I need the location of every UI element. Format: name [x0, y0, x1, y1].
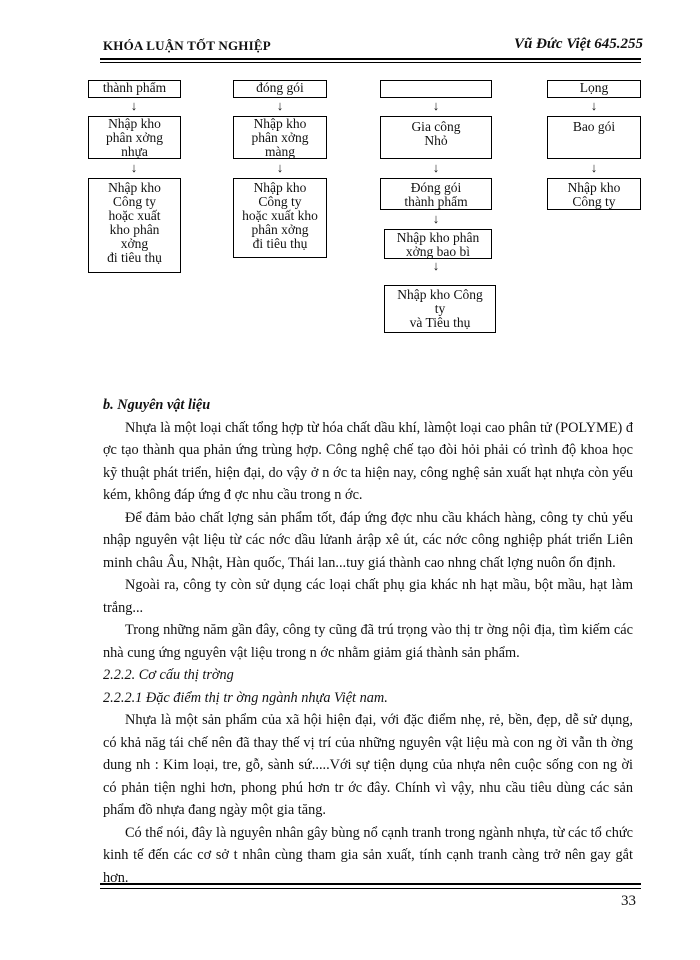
section-heading-materials: b. Nguyên vật liệu: [103, 397, 211, 413]
paragraph: Ngoài ra, công ty còn sử dụng các loại chất phụ gia khác nh hạt mầu, bột mầu, hạt làm trắng...: [103, 577, 633, 616]
flow-box-col1-1: Nhập kho phân xởng nhựa: [88, 116, 181, 159]
flow-box-col3-4: Nhập kho Công ty và Tiêu thụ: [384, 285, 496, 333]
flow-box-col4-2: Nhập kho Công ty: [547, 178, 641, 210]
header-title: KHÓA LUẬN TỐT NGHIỆP: [103, 38, 271, 53]
paragraph: Nhựa là một loại chất tổng hợp từ hóa chất dầu khí, làmột loại cao phân tử (POLYME) đ ợc tạo thành qua phản ứng trùng hợp. Công nghệ chế tạo đòi hỏi phải có trình độ khoa học kỹ thuật phát triển, hiện đại, do vậy ở n ớc ta hiện nay, công nghệ sản xuất hạt nhựa còn yếu kém, không đáp ứng đ ợc nhu cầu trong n ớc.: [103, 419, 633, 503]
section-heading-market-structure: 2.2.2. Cơ cấu thị trờng: [103, 667, 234, 683]
paragraph: Có thể nói, đây là nguyên nhân gây bùng nổ cạnh tranh trong ngành nhựa, từ các tổ chức kinh tế đến các cơ sở t nhân cùng tham gia sản xuất, tính cạnh tranh càng trở nên gay gắt hơn.: [103, 824, 633, 886]
footer-rule-thin: [100, 888, 641, 889]
flow-box-col3-3: Nhập kho phân xởng bao bì: [384, 229, 492, 259]
header-rule-thick: [100, 58, 641, 60]
flow-arrow-down-icon: ↓: [432, 211, 440, 226]
flow-box-col2-2: Nhập kho Công ty hoặc xuất kho phân xởng đi tiêu thụ: [233, 178, 327, 258]
flow-arrow-down-icon: ↓: [432, 258, 440, 273]
flow-top-label-4: Lọng: [547, 80, 641, 98]
paragraph: Nhựa là một sản phẩm của xã hội hiện đại, với đặc điểm nhẹ, rẻ, bền, đẹp, dễ sử dụng, có khả năg tái chế nên đã thay thế vị trí của những nguyên vật liệu mà con ng ời vẫn th ờng dung nh : Kim loại, tre, gỗ, sành sứ.....Với sự tiện dụng của nhựa nên cuộc sống con ng ời có phản tiện nghi hơn, phong phú hơn tr ớc đây. Chính vì vậy, nhu cầu tiêu dùng các sản phẩm đồ nhựa đang ngày một gia tăng.: [103, 712, 633, 818]
paragraph: Trong những năm gần đây, công ty cũng đã trú trọng vào thị tr ờng nội địa, tìm kiếm các nhà cung ứng nguyên vật liệu trong n ớc nhằm giảm giá thành sản phẩm.: [103, 622, 633, 661]
flow-arrow-down-icon: ↓: [276, 98, 284, 113]
flow-box-col3-1: Gia công Nhỏ: [380, 116, 492, 159]
flow-box-col4-1: Bao gói: [547, 116, 641, 159]
header-rule-thin: [100, 62, 641, 63]
flow-arrow-down-icon: ↓: [590, 160, 598, 175]
footer-rule-thick: [100, 883, 641, 885]
flow-arrow-down-icon: ↓: [432, 98, 440, 113]
flow-arrow-down-icon: ↓: [130, 98, 138, 113]
body-text: [103, 394, 633, 889]
paragraph: Để đảm bảo chất lợng sản phẩm tốt, đáp ứng đợc nhu cầu khách hàng, công ty chủ yếu nhập nguyên vật liệu từ các nớc dầu lửanh ảrập xê út, các nớc công nghiệp phát triển Liên minh châu Âu, Nhật, Hàn quốc, Thái lan...tuy giá thành cao nhng chất lợng nuôn ổn định.: [103, 509, 633, 571]
subsection-heading-market-features: 2.2.2.1 Đặc điểm thị tr ờng ngành nhựa Việt nam.: [103, 689, 388, 706]
flow-arrow-down-icon: ↓: [432, 160, 440, 175]
flow-top-label-3: [380, 80, 492, 98]
header-author: Vũ Đức Việt 645.255: [514, 36, 643, 52]
flow-top-label-1: thành phẩm: [88, 80, 181, 98]
flow-box-col3-2: Đóng gói thành phẩm: [380, 178, 492, 210]
flow-arrow-down-icon: ↓: [590, 98, 598, 113]
flow-box-col1-2: Nhập kho Công ty hoặc xuất kho phân xởng đi tiêu thụ: [88, 178, 181, 273]
flow-top-label-2: đóng gói: [233, 80, 327, 98]
flow-arrow-down-icon: ↓: [130, 160, 138, 175]
flow-arrow-down-icon: ↓: [276, 160, 284, 175]
flow-box-col2-1: Nhập kho phân xởng màng: [233, 116, 327, 159]
page-number: 33: [621, 893, 636, 909]
